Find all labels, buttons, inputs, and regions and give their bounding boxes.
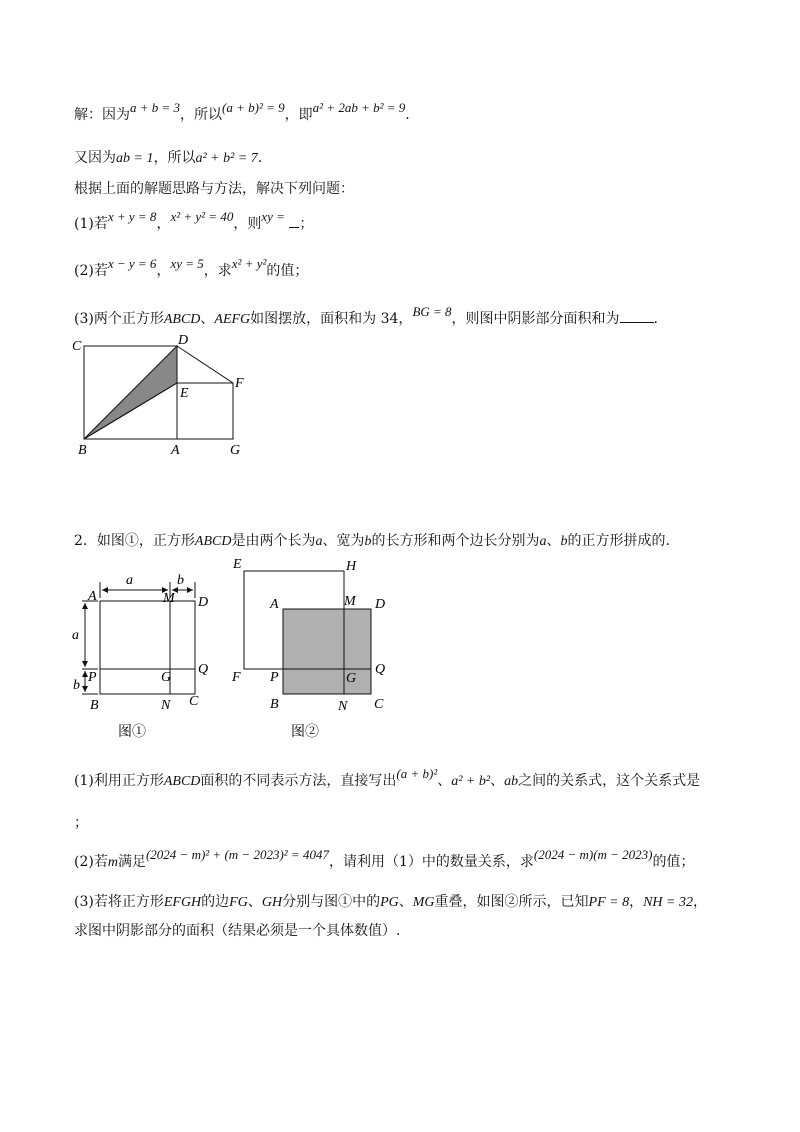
math: ab xyxy=(504,774,519,789)
math: xy = 5 xyxy=(170,256,204,271)
text: . xyxy=(257,150,263,166)
arrowhead xyxy=(187,587,193,593)
text: (2)若 xyxy=(74,263,108,279)
math: BG = 8 xyxy=(412,304,452,319)
label-b: B xyxy=(90,698,99,713)
math: x² + y² xyxy=(231,256,267,271)
q1-part-3 xyxy=(74,304,658,328)
math: x − y = 6 xyxy=(107,256,157,271)
text: 之间的关系式，这个关系式是 xyxy=(518,773,701,789)
text: 、 xyxy=(437,773,452,789)
math: MG xyxy=(412,895,435,910)
text: . xyxy=(405,107,410,123)
text: 、 xyxy=(247,894,262,910)
math: AEFG xyxy=(214,312,251,327)
label-b: B xyxy=(78,443,87,458)
text: ，求 xyxy=(203,263,232,279)
caption-figure-2: 图② xyxy=(291,725,319,740)
label-c: C xyxy=(72,339,82,354)
arrowhead xyxy=(82,686,88,692)
math: ABCD xyxy=(194,534,232,549)
arrowhead xyxy=(82,661,88,667)
q2-part-3-line-2: 求图中阴影部分的面积（结果必须是一个具体数值）. xyxy=(74,923,401,939)
q2-figure-1 xyxy=(68,566,218,746)
label-a: A xyxy=(270,597,279,612)
label-c: C xyxy=(374,697,384,712)
label-n: N xyxy=(161,698,171,713)
dim-label-b: b xyxy=(177,573,184,588)
text: 、 xyxy=(546,533,561,549)
segment-be xyxy=(84,383,177,439)
label-a: A xyxy=(171,443,180,458)
text: 、宽为 xyxy=(322,533,365,549)
dim-label-a-left: a xyxy=(72,628,79,643)
text: (1)利用正方形 xyxy=(74,773,164,789)
label-p: P xyxy=(88,670,97,685)
text: 的值； xyxy=(652,854,695,870)
math: b xyxy=(560,534,568,549)
label-f: F xyxy=(235,376,244,391)
text: 如图摆放，面积和为 34， xyxy=(250,311,413,327)
text: ，则 xyxy=(233,216,262,232)
math: GH xyxy=(261,895,283,910)
label-m: M xyxy=(344,594,356,609)
q1-part-2 xyxy=(74,256,309,280)
caption-figure-1: 图① xyxy=(118,725,146,740)
label-d: D xyxy=(178,333,189,348)
label-d: D xyxy=(198,595,209,610)
segment-df xyxy=(177,346,233,383)
math: ABCD xyxy=(163,774,201,789)
label-a: A xyxy=(88,589,97,604)
q2-part-3 xyxy=(74,891,707,911)
math: a² + b² = 7 xyxy=(195,151,258,166)
math: a xyxy=(315,534,323,549)
text: 又因为 xyxy=(74,150,116,166)
text: (3)两个正方形 xyxy=(74,311,164,327)
label-g: G xyxy=(346,671,357,686)
square-abcd xyxy=(100,601,195,694)
shaded-triangle xyxy=(84,346,177,439)
text: ，所以 xyxy=(153,150,196,166)
math: ABCD xyxy=(163,312,201,327)
label-g: G xyxy=(161,670,172,685)
label-c: C xyxy=(189,694,199,709)
text: ，则图中阴影部分面积和为 xyxy=(451,311,620,327)
math: xy = xyxy=(261,209,285,224)
text: ， xyxy=(693,894,707,910)
intro-line-2 xyxy=(74,147,262,167)
math: b xyxy=(364,534,372,549)
text: ； xyxy=(299,216,314,232)
math: NH = 32 xyxy=(643,895,693,910)
text: 分别与图①中的 xyxy=(282,894,381,910)
q2-figure-2 xyxy=(225,552,400,746)
intro-line-1 xyxy=(74,100,410,124)
dim-label-a: a xyxy=(126,573,133,588)
label-h: H xyxy=(346,559,357,574)
text: 是由两个长为 xyxy=(231,533,316,549)
text: (1)若 xyxy=(74,216,108,232)
text: ，请利用（1）中的数量关系，求 xyxy=(328,854,534,870)
label-q: Q xyxy=(198,662,209,677)
dim-label-b-left: b xyxy=(73,678,80,693)
text: ，即 xyxy=(284,107,313,123)
q1-part-1 xyxy=(74,209,314,233)
text: 重叠，如图②所示，已知 xyxy=(434,894,589,910)
text: 的正方形拼成的. xyxy=(567,533,670,549)
arrowhead xyxy=(102,587,108,593)
text: ， xyxy=(156,263,171,279)
label-d: D xyxy=(375,597,386,612)
text: ， xyxy=(629,894,644,910)
q2-part-1-end: ； xyxy=(74,815,88,831)
math: a xyxy=(539,534,547,549)
q2-stem xyxy=(74,530,670,550)
math: a² + 2ab + b² = 9 xyxy=(312,100,406,115)
math: FG xyxy=(229,895,248,910)
intro-line-3: 根据上面的解题思路与方法，解决下列问题： xyxy=(74,181,354,197)
text: 的长方形和两个边长分别为 xyxy=(371,533,540,549)
math: PG xyxy=(380,895,399,910)
label-e: E xyxy=(180,386,189,401)
math: m xyxy=(107,855,118,870)
text: 、 xyxy=(490,773,505,789)
math: (2024 − m)² + (m − 2023)² = 4047 xyxy=(145,847,329,862)
text: (2)若 xyxy=(74,854,108,870)
text: 的值； xyxy=(266,263,309,279)
label-g: G xyxy=(230,443,241,458)
math: (a + b)² xyxy=(396,766,438,781)
label-f: F xyxy=(232,670,241,685)
text: ， xyxy=(156,216,171,232)
answer-blank xyxy=(289,215,299,228)
text: 、 xyxy=(200,311,215,327)
label-p: P xyxy=(270,670,279,685)
math: (a + b)² = 9 xyxy=(222,100,285,115)
text: 的边 xyxy=(201,894,230,910)
label-e: E xyxy=(233,557,242,572)
text: 解：因为 xyxy=(74,107,130,123)
text: 、 xyxy=(398,894,413,910)
answer-blank xyxy=(620,310,654,323)
math: a² + b² xyxy=(451,774,491,789)
text: 2．如图①，正方形 xyxy=(74,533,195,549)
shaded-region xyxy=(283,609,371,694)
math: a + b = 3 xyxy=(130,100,181,115)
label-b: B xyxy=(270,697,279,712)
label-n: N xyxy=(338,699,348,714)
text: (3)若将正方形 xyxy=(74,894,164,910)
math: ab = 1 xyxy=(116,151,154,166)
text: 满足 xyxy=(117,854,146,870)
math: EFGH xyxy=(163,895,202,910)
math: x + y = 8 xyxy=(107,209,157,224)
q2-part-1 xyxy=(74,766,701,790)
math: (2024 − m)(m − 2023) xyxy=(533,847,653,862)
math: PF = 8 xyxy=(588,895,630,910)
text: ，所以 xyxy=(180,107,223,123)
math: x² + y² = 40 xyxy=(170,209,234,224)
text: 面积的不同表示方法，直接写出 xyxy=(200,773,397,789)
text: . xyxy=(653,311,658,327)
label-q: Q xyxy=(375,662,386,677)
q1-figure xyxy=(70,330,280,460)
q2-part-2 xyxy=(74,847,695,871)
label-m: M xyxy=(163,591,175,606)
